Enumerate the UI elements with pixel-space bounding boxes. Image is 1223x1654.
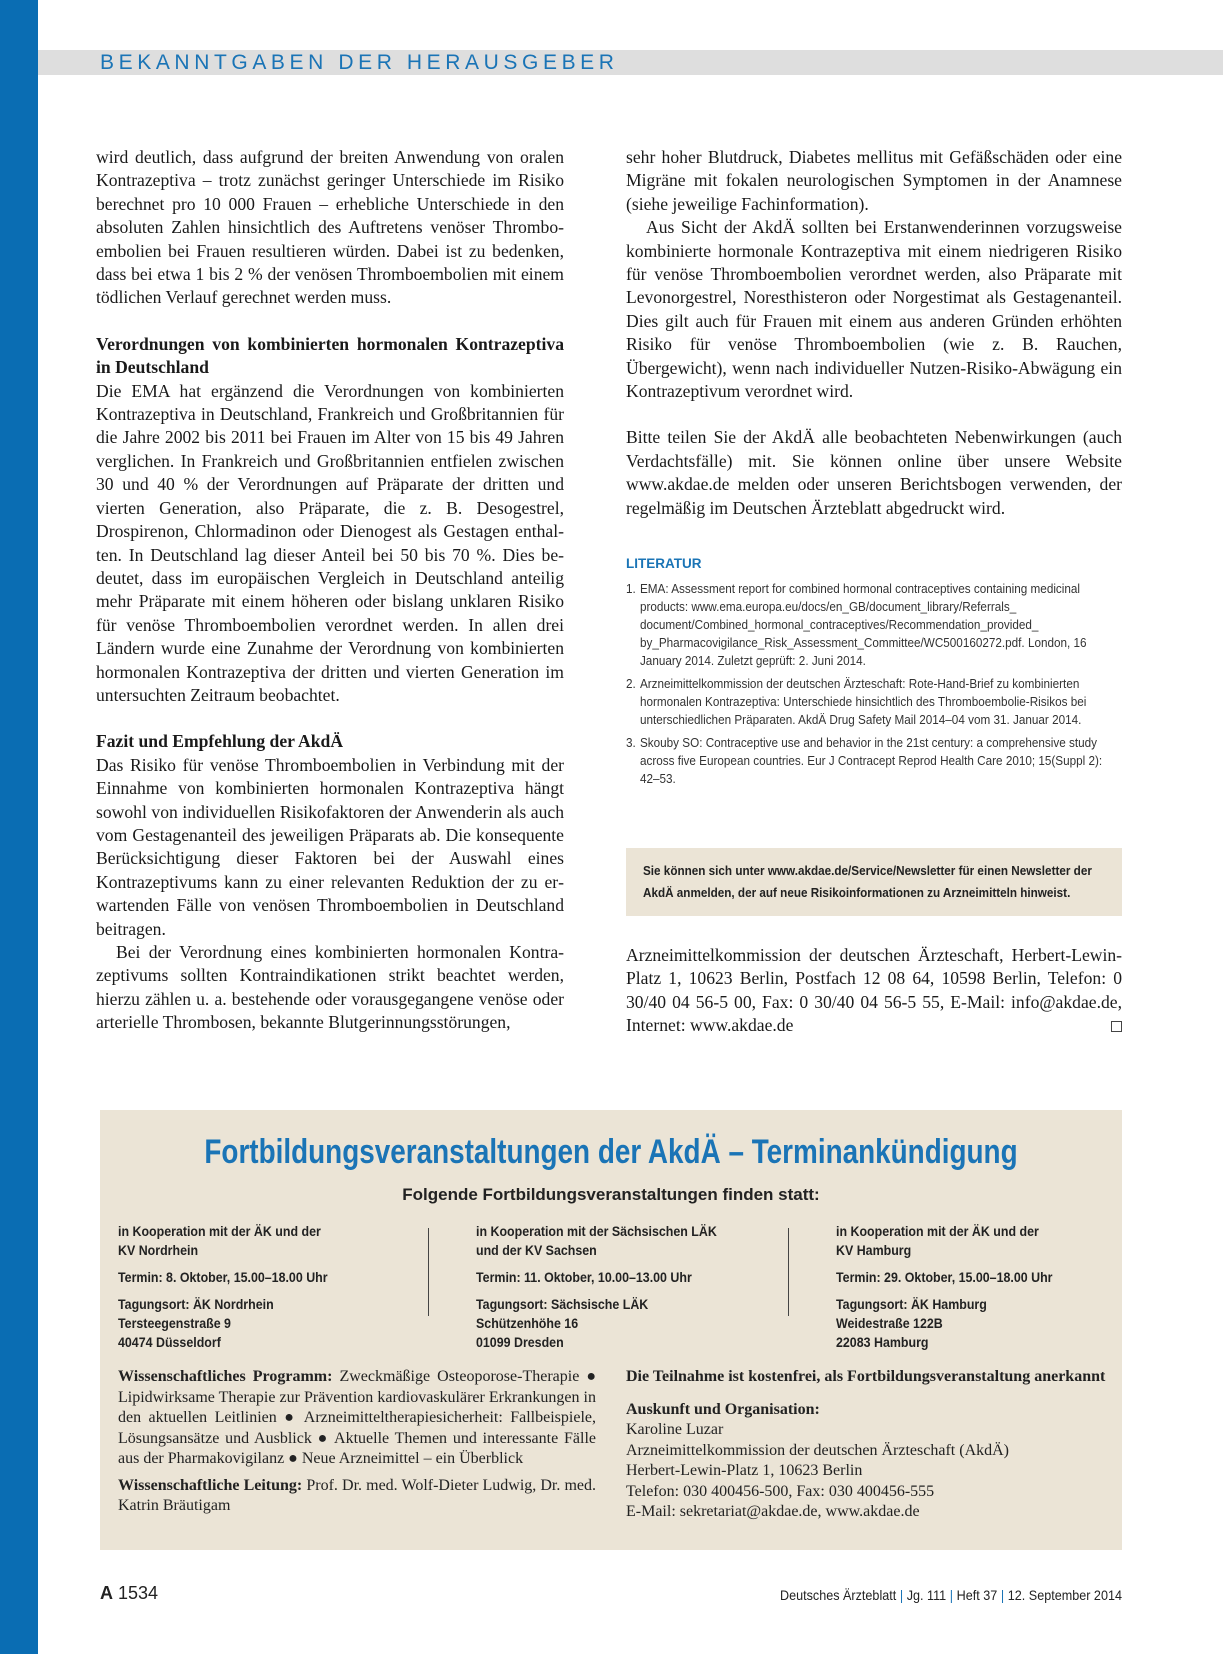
journal-name: Deutsches Ärzteblatt bbox=[780, 1587, 897, 1603]
literature-number: 2. bbox=[626, 677, 636, 691]
left-color-bar bbox=[0, 0, 38, 1654]
literature-item bbox=[626, 675, 1104, 729]
event-cooperation: in Kooperation mit der Sächsischen LÄK und der KV Sachsen bbox=[476, 1224, 717, 1258]
literature-number: 1. bbox=[626, 582, 636, 596]
contact-block bbox=[626, 944, 1122, 1038]
leitung-label: Wissenschaftliche Leitung: bbox=[118, 1476, 303, 1494]
literature-text: Skouby SO: Contraceptive use and behavior in the 21st century: a comprehensive study across five European countries. Eur J Contracept Reprod Health Care 2010; 15(Suppl 2): 42–53. bbox=[639, 736, 1103, 786]
paragraph: Das Risiko für venöse Thromboembolien in Verbindung mit der Einnahme von kombinierten hormonalen Kontrazeptiva hängt sowohl von individuellen Risikofaktoren der Anwenderin als auch vom Gestagenanteil des jeweiligen Präparats ab. Die konsequente Berücksichtigung dieser Faktoren bei der Auswahl eines Kontrazeptivums kann zu einer relevanten Reduktion der zu erwartenden Fälle von venösen Thromboembolien in Deutschland beitragen. bbox=[96, 754, 564, 939]
free-participation-note: Die Teilnahme ist kostenfrei, als Fortbildungsveranstaltung anerkannt bbox=[626, 1368, 1106, 1385]
program-text: Zweckmäßige Osteoporose-Therapie ● Lipidwirksame Therapie zur Prävention kardiovaskulärer Erkrankungen in den aktuellen Leitlinien ● Arzneimitteltherapiesicherheit: Fallbeispiele, Lösungsansätze und Ausblick ● Aktuelle Themen und interessante Fälle aus der Pharmakovigilanz ● Neue Arzneimittel – ein Überblick bbox=[118, 1368, 596, 1467]
newsletter-text: Sie können sich unter www.akdae.de/Service/Newsletter für einen Newsletter der AkdÄ anmelden, der auf neue Risikoinformationen zu Arzneimitteln hinweist. bbox=[643, 863, 1092, 900]
event-subtitle: Folgende Fortbildungsveranstaltungen finden statt: bbox=[402, 1185, 820, 1204]
left-column bbox=[96, 146, 564, 1035]
program-label: Wissenschaftliches Programm: bbox=[118, 1368, 333, 1385]
paragraph: sehr hoher Blutdruck, Diabetes mellitus mit Gefäßschäden oder eine Migräne mit fokalen neurologischen Symptomen in der Anamnese (siehe jeweilige Fachinformation). bbox=[626, 147, 1122, 214]
event-announcement-box bbox=[100, 1110, 1122, 1550]
event-column-nordrhein bbox=[118, 1222, 406, 1360]
event-venue: Tagungsort: ÄK Nordrhein Tersteegenstraße 9 40474 Düsseldorf bbox=[118, 1297, 274, 1350]
paragraph: Bei der Verordnung eines kombinierten hormonalen Kontrazeptivums sollten Kontraindikationen strikt beachtet werden, hierzu zählen u. a. bestehende oder vorausgegangene venöse oder arterielle Thrombosen, bekannte Blutgerinnungsstörungen, bbox=[96, 942, 564, 1033]
page-prefix: A bbox=[100, 1583, 113, 1603]
event-column-sachsen bbox=[476, 1222, 764, 1360]
literature-list bbox=[626, 580, 1104, 788]
journal-volume: Jg. 111 bbox=[906, 1587, 947, 1603]
end-mark-icon bbox=[1111, 1021, 1122, 1032]
section-heading: Fazit und Empfehlung der AkdÄ bbox=[96, 731, 344, 752]
paragraph: Aus Sicht der AkdÄ sollten bei Erstanwenderinnen vorzugsweise kombinierte hormonale Kontrazeptiva mit einem niedrigeren Risiko für venöse Thromboembolien verordnet werden, also Präparate mit Levonorgestrel, Noresthisteron oder Norgestimat als Gestagenanteil. Dies gilt auch für Frauen mit einem aus anderen Gründen erhöhten Risiko für venöse Thromboembolien (wie z. B. Rauchen, Übergewicht), wenn nach individueller Nutzen-Risiko-Abwägung ein Kontrazeptivum verordnet wird. bbox=[626, 217, 1122, 402]
event-cooperation: in Kooperation mit der ÄK und der KV Hamburg bbox=[836, 1224, 1039, 1258]
literature-text: Arzneimittelkommission der deutschen Ärzteschaft: Rote-Hand-Brief zu kombinierten hormonalen Kontrazeptiva: Unterschiede hinsichtlich des Thromboembolie-Risikos bei unterschiedlichen Präparaten. AkdÄ Drug Safety Mail 2014–04 vom 31. Januar 2014. bbox=[639, 677, 1087, 727]
right-column bbox=[626, 146, 1122, 520]
leitung-text: Prof. Dr. med. Wolf-Dieter Ludwig, Dr. med. Katrin Bräutigam bbox=[118, 1476, 597, 1514]
journal-info: Deutsches Ärzteblatt | Jg. 111 | Heft 37 | 12. September 2014 bbox=[780, 1587, 1122, 1603]
literature-item bbox=[626, 734, 1104, 788]
column-divider bbox=[428, 1228, 429, 1316]
event-program bbox=[118, 1367, 596, 1523]
journal-issue: Heft 37 bbox=[956, 1587, 998, 1603]
literature-section bbox=[626, 556, 1122, 793]
event-date: Termin: 8. Oktober, 15.00–18.00 Uhr bbox=[118, 1270, 328, 1285]
event-title: Fortbildungsveranstaltungen der AkdÄ – Terminankündigung bbox=[204, 1133, 1018, 1171]
organisation-line: E-Mail: sekretariat@akdae.de, www.akdae.de bbox=[626, 1503, 920, 1520]
literature-number: 3. bbox=[626, 736, 636, 750]
event-date: Termin: 11. Oktober, 10.00–13.00 Uhr bbox=[476, 1270, 692, 1285]
event-column-hamburg bbox=[836, 1222, 1124, 1360]
column-divider bbox=[788, 1228, 789, 1316]
newsletter-box bbox=[626, 848, 1122, 916]
event-venue: Tagungsort: ÄK Hamburg Weidestraße 122B 22083 Hamburg bbox=[836, 1297, 987, 1350]
page-number-value: 1534 bbox=[118, 1583, 159, 1603]
organisation-line: Arzneimittelkommission der deutschen Ärzteschaft (AkdÄ) bbox=[626, 1441, 1009, 1459]
event-cooperation: in Kooperation mit der ÄK und der KV Nordrhein bbox=[118, 1224, 321, 1258]
section-header: BEKANNTGABEN DER HERAUSGEBER bbox=[100, 51, 619, 74]
literature-item bbox=[626, 580, 1104, 670]
organisation-line: Telefon: 030 400456-500, Fax: 030 400456-555 bbox=[626, 1482, 935, 1500]
literature-heading: LITERATUR bbox=[626, 556, 702, 571]
journal-date: 12. September 2014 bbox=[1007, 1587, 1122, 1603]
section-heading: Verordnungen von kombinierten hormonalen Kontrazeptiva in Deutschland bbox=[96, 333, 564, 378]
page-number bbox=[100, 1583, 158, 1604]
organisation-label: Auskunft und Organisation: bbox=[626, 1400, 820, 1418]
paragraph: Bitte teilen Sie der AkdÄ alle beobachteten Nebenwirkungen (auch Verdachtsfälle) mit. Sie können online über unsere Website www.akdae.de melden oder unseren Berichtsbogen verwenden, der regelmäßig im Deutschen Ärzteblatt abgedruckt wird. bbox=[626, 427, 1122, 518]
event-date: Termin: 29. Oktober, 15.00–18.00 Uhr bbox=[836, 1270, 1053, 1285]
literature-text: EMA: Assessment report for combined hormonal contraceptives containing medicinal products: www.ema.europa.eu/docs/en_GB/document_library/Referrals_ document/Combined_hormonal_contraceptives/Recommendation_provided_ by_Pharmacovigilance_Risk_Assessment_Committee/WC500160272.pdf. London, 16 January 2014. Zuletzt geprüft: 2. Juni 2014. bbox=[639, 582, 1087, 668]
event-venue: Tagungsort: Sächsische LÄK Schützenhöhe 16 01099 Dresden bbox=[476, 1297, 649, 1350]
organisation-line: Herbert-Lewin-Platz 1, 10623 Berlin bbox=[626, 1462, 863, 1479]
organisation-line: Karoline Luzar bbox=[626, 1421, 724, 1438]
contact-text: Arzneimittelkommission der deutschen Ärzteschaft, Herbert-Lewin-Platz 1, 10623 Berlin, Postfach 12 08 64, 10598 Berlin, Telefon: 0 30/40 04 56-5 00, Fax: 0 30/40 04 56-5 55, E-Mail: info@akdae.de, Internet: www.akdae.de bbox=[626, 945, 1122, 1036]
event-organisation bbox=[626, 1367, 1116, 1523]
paragraph: Die EMA hat ergänzend die Verordnungen von kombinierten Kontrazeptiva in Deutschland, Frankreich und Großbritannien für die Jahre 2002 bis 2011 bei Frauen im Alter von 15 bis 49 Jahren verglichen. In Frankreich und Großbritannien entfielen zwischen 30 und 40 % der Verordnungen auf Präparate der dritten und vierten Generation, also Präparate, die z. B. Desogestrel, Drospirenon, Chlormadinon oder Dienogest als Gestagen enthalten. In Deutschland lag dieser Anteil bei 50 bis 70 %. Dies bedeutet, dass im europäischen Vergleich in Deutschland anteilig mehr Präparate mit einem höheren oder bislang unklaren Risiko für venöse Thromboembolien verordnet werden. In allen drei Ländern wurde eine Zunahme der Verordnung von kombinierten hormonalen Kontrazeptiva der dritten und vierten Generation im untersuchten Zeitraum beobachtet. bbox=[96, 380, 564, 705]
paragraph: wird deutlich, dass aufgrund der breiten Anwendung von oralen Kontrazeptiva – trotz zunächst geringer Unterschiede im Risiko berechnet pro 10 000 Frauen – erhebliche Unterschiede in den absoluten Zahlen hinsichtlich des Auftretens venöser Thromboembolien bei Frauen resultieren würden. Dabei ist zu bedenken, dass bei etwa 1 bis 2 % der venösen Thromboembolien mit einem tödlichen Verlauf gerechnet werden muss. bbox=[96, 147, 564, 308]
